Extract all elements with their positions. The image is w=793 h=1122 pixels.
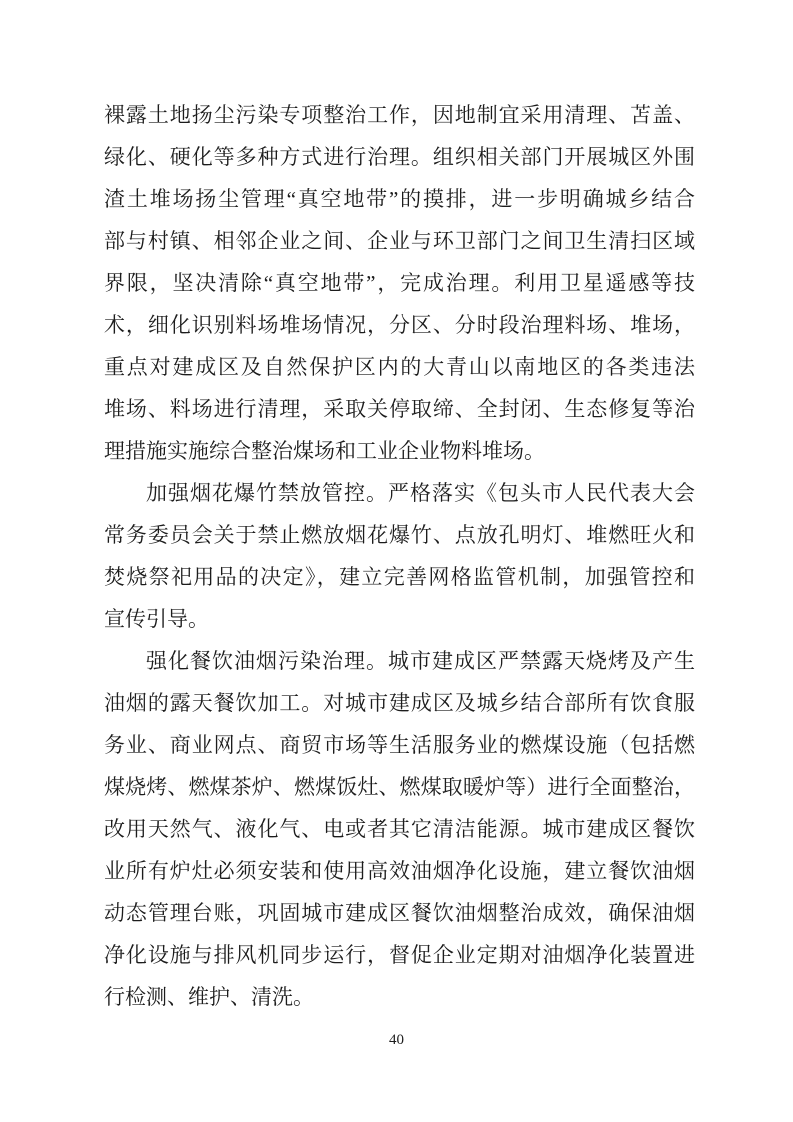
text-line: 焚烧祭祀用品的决定》，建立完善网格监管机制，加强管控和 — [104, 565, 695, 589]
text-line: 渣土堆场扬尘管理“真空地带”的摸排，进一步明确城乡结合 — [104, 187, 695, 211]
paragraph — [104, 640, 695, 1018]
text-line: 煤烧烤、燃煤茶炉、燃煤饭灶、燃煤取暖炉等）进行全面整治， — [104, 775, 695, 799]
text-line: 动态管理台账，巩固城市建成区餐饮油烟整治成效，确保油烟 — [104, 901, 695, 925]
text-line: 净化设施与排风机同步运行，督促企业定期对油烟净化装置进 — [104, 943, 695, 967]
document-text — [104, 94, 695, 1018]
text-line: 业所有炉灶必须安装和使用高效油烟净化设施，建立餐饮油烟 — [104, 859, 695, 883]
text-line: 油烟的露天餐饮加工。对城市建成区及城乡结合部所有饮食服 — [104, 691, 695, 715]
text-line: 务业、商业网点、商贸市场等生活服务业的燃煤设施（包括燃 — [104, 733, 695, 757]
text-line: 加强烟花爆竹禁放管控。严格落实《包头市人民代表大会 — [146, 481, 695, 505]
paragraph — [104, 94, 695, 472]
text-line: 界限，坚决清除“真空地带”，完成治理。利用卫星遥感等技 — [104, 271, 695, 295]
text-line: 常务委员会关于禁止燃放烟花爆竹、点放孔明灯、堆燃旺火和 — [104, 523, 695, 547]
text-line: 强化餐饮油烟污染治理。城市建成区严禁露天烧烤及产生 — [146, 649, 695, 673]
text-line: 术，细化识别料场堆场情况，分区、分时段治理料场、堆场， — [104, 313, 695, 337]
text-line: 理措施实施综合整治煤场和工业企业物料堆场。 — [104, 439, 545, 463]
text-line: 宣传引导。 — [104, 607, 209, 631]
text-line: 重点对建成区及自然保护区内的大青山以南地区的各类违法 — [104, 355, 695, 379]
text-line: 部与村镇、相邻企业之间、企业与环卫部门之间卫生清扫区域 — [104, 229, 695, 253]
page-number: 40 — [389, 1032, 404, 1048]
text-line: 行检测、维护、清洗。 — [104, 985, 314, 1009]
text-line: 改用天然气、液化气、电或者其它清洁能源。城市建成区餐饮 — [104, 817, 695, 841]
text-line: 堆场、料场进行清理，采取关停取缔、全封闭、生态修复等治 — [104, 397, 695, 421]
paragraph — [104, 472, 695, 640]
text-line: 绿化、硬化等多种方式进行治理。组织相关部门开展城区外围 — [104, 145, 695, 169]
text-line: 裸露土地扬尘污染专项整治工作，因地制宜采用清理、苫盖、 — [104, 103, 695, 127]
